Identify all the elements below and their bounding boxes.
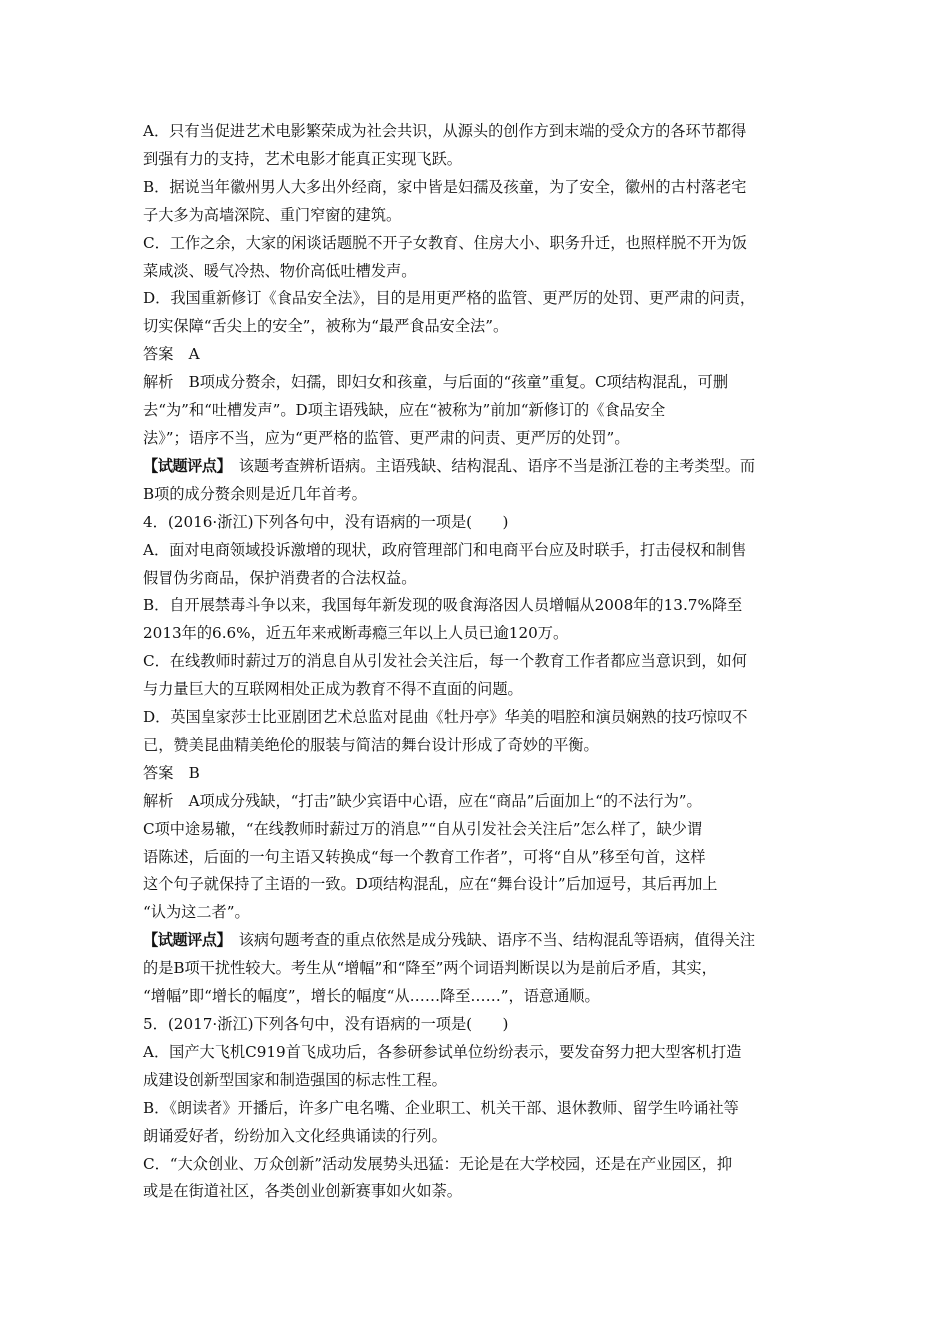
- option-a-line-1: A．只有当促进艺术电影繁荣成为社会共识，从源头的创作方到末端的受众方的各环节都得: [143, 122, 747, 140]
- option-b-line-2: 子大多为高墙深院、重门窄窗的建筑。: [143, 205, 402, 224]
- q5-option-c-line-2: 或是在街道社区，各类创业创新赛事如火如荼。: [143, 1182, 462, 1201]
- question-5-stem: 5．(2017·浙江)下列各句中，没有语病的一项是( ): [143, 1015, 509, 1033]
- q4-comment-line-2: 的是B项干扰性较大。考生从“增幅”和“降至”两个词语判断误以为是前后矛盾，其实，: [143, 959, 717, 978]
- comment-line-2: B项的成分赘余则是近几年首考。: [143, 484, 367, 503]
- document-page: [143, 118, 815, 1206]
- analysis-line-3: 法》”；语序不当，应为“更严格的监管、更严肃的问责、更严厉的处罚”。: [143, 428, 630, 447]
- q4-comment-line-1: 【试题评点】 该病句题考查的重点依然是成分残缺、语序不当、结构混乱等语病，值得关注: [143, 931, 756, 950]
- q5-option-c-line-1: C．“大众创业、万众创新”活动发展势头迅猛：无论是在大学校园，还是在产业园区，抑: [143, 1154, 733, 1173]
- q5-option-b-line-2: 朗诵爱好者，纷纷加入文化经典诵读的行列。: [143, 1126, 447, 1145]
- comment-tag: 【试题评点】: [143, 456, 224, 475]
- q4-option-a-line-1: A．面对电商领域投诉激增的现状，政府管理部门和电商平台应及时联手，打击侵权和制售: [143, 540, 747, 559]
- q5-option-a-line-1: A．国产大飞机C919首飞成功后，各参研参试单位纷纷表示，要发奋努力把大型客机打造: [143, 1042, 742, 1061]
- q4-analysis-line-4: 这个句子就保持了主语的一致。D项结构混乱，应在“舞台设计”后加逗号，其后再加上: [143, 875, 718, 894]
- q4-option-a-line-2: 假冒伪劣商品，保护消费者的合法权益。: [143, 568, 417, 587]
- option-b-line-1: B．据说当年徽州男人大多出外经商，家中皆是妇孺及孩童，为了安全，徽州的古村落老宅: [143, 177, 747, 196]
- option-d-line-2: 切实保障“舌尖上的安全”，被称为“最严食品安全法”。: [143, 317, 509, 336]
- q4-analysis-line-2: C项中途易辙，“在线教师时薪过万的消息”“自从引发社会关注后”怎么样了，缺少谓: [143, 819, 703, 838]
- q4-option-d-line-1: D．英国皇家莎士比亚剧团艺术总监对昆曲《牡丹亭》华美的唱腔和演员娴熟的技巧惊叹不: [143, 708, 748, 727]
- q4-option-c-line-2: 与力量巨大的互联网相处正成为教育不得不直面的问题。: [143, 680, 523, 699]
- q5-option-b-line-1: B．《朗读者》开播后，许多广电名嘴、企业职工、机关干部、退休教师、留学生吟诵社等: [143, 1098, 739, 1117]
- q4-option-b-line-2: 2013年的6.6%，近五年来戒断毒瘾三年以上人员已逾120万。: [143, 624, 569, 643]
- q4-option-b-line-1: B．自开展禁毒斗争以来，我国每年新发现的吸食海洛因人员增幅从2008年的13.7%降至: [143, 596, 743, 615]
- analysis-line-1: 解析 B项成分赘余，妇孺，即妇女和孩童，与后面的“孩童”重复。C项结构混乱，可删: [143, 373, 729, 392]
- comment-tag: 【试题评点】: [143, 931, 224, 950]
- option-c-line-1: C．工作之余，大家的闲谈话题脱不开子女教育、住房大小、职务升迁，也照样脱不开为饭: [143, 233, 747, 252]
- q4-analysis-line-5: “认为这二者”。: [143, 903, 250, 922]
- comment-line-1: 【试题评点】 该题考查辨析语病。主语残缺、结构混乱、语序不当是浙江卷的主考类型。而: [143, 456, 756, 475]
- q4-option-d-line-2: 已，赞美昆曲精美绝伦的服装与简洁的舞台设计形成了奇妙的平衡。: [143, 735, 599, 754]
- q4-comment-line-3: “增幅”即“增长的幅度”，增长的幅度“从……降至……”，语意通顺。: [143, 987, 600, 1006]
- option-d-line-1: D．我国重新修订《食品安全法》，目的是用更严格的监管、更严厉的处罚、更严肃的问责，: [143, 289, 756, 308]
- analysis-line-2: 去“为”和“吐槽发声”。D项主语残缺，应在“被称为”前加“新修订的《食品安全: [143, 401, 666, 420]
- question-4-stem: 4．(2016·浙江)下列各句中，没有语病的一项是( ): [143, 512, 509, 531]
- q4-analysis-line-1: 解析 A项成分残缺，“打击”缺少宾语中心语，应在“商品”后面加上“的不法行为”。: [143, 791, 702, 810]
- q5-option-a-line-2: 成建设创新型国家和制造强国的标志性工程。: [143, 1070, 447, 1089]
- q4-analysis-line-3: 语陈述，后面的一句主语又转换成“每一个教育工作者”，可将“自从”移至句首，这样: [143, 847, 706, 866]
- option-a-line-2: 到强有力的支持，艺术电影才能真正实现飞跃。: [143, 149, 462, 168]
- q4-answer-line: 答案 B: [143, 763, 200, 782]
- q4-option-c-line-1: C．在线教师时薪过万的消息自从引发社会关注后，每一个教育工作者都应当意识到，如何: [143, 652, 747, 671]
- option-c-line-2: 菜咸淡、暖气冷热、物价高低吐槽发声。: [143, 261, 417, 280]
- answer-line: 答案 A: [143, 345, 200, 364]
